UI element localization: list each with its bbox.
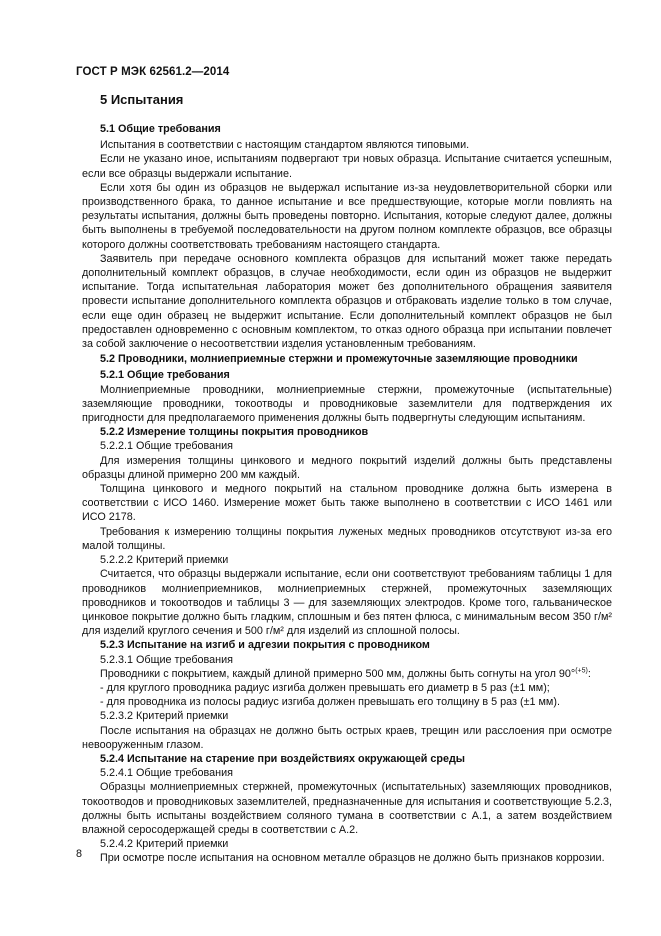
subheading-5-2-3-2: 5.2.3.2 Критерий приемки bbox=[100, 710, 229, 723]
subheading-5-2-3-1: 5.2.3.1 Общие требования bbox=[100, 653, 233, 666]
subheading-5-2-4-2: 5.2.4.2 Критерий приемки bbox=[100, 838, 229, 851]
paragraph: После испытания на образцах не должно быть острых краев, трещин или расслоения при осмотре невооруженным глазом. bbox=[82, 724, 612, 751]
paragraph: Толщина цинкового и медного покрытий на стальном проводнике должна быть измерена в соответствии с ИСО 1460. Измерение может быть также выполнено в соответствии с ИСО 1461 или ИСО 2178. bbox=[82, 483, 612, 524]
paragraph: Считается, что образцы выдержали испытание, если они соответствуют требованиям таблицы 1 для проводников молниеприемников, молниеприемных стержней, промежуточных заземляющих проводников и токоотводов и таблицы 3 — для заземляющих электродов. Кроме того, гальваническое цинковое покрытие должно быть гладким, сплошным и без пятен флюса, с минимальным весом 350 г/м² для изделий круглого сечения и 500 г/м² для изделий из сплошной полосы. bbox=[82, 568, 612, 638]
heading-5-2-2: 5.2.2 Измерение толщины покрытия проводников bbox=[100, 426, 369, 439]
paragraph: Заявитель при передаче основного комплекта образцов для испытаний может также передать дополнительный комплект образцов, в случае необходимости, если один из образцов не выдержит испытание. Тогда испытательная лаборатория может без дополнительного обращения заявителя провести испытание дополнительного комплекта образцов и отбраковать изделие только в том случае, если еще один образец не выдержит испытание. Если дополнительный комплект образцов не был предоставлен одновременно с основным комплектом, то отказ одного образца при испытании повлечет за собой заключение о несоответствии изделия установленным требованиям. bbox=[82, 252, 612, 351]
subheading-5-2-4-1: 5.2.4.1 Общие требования bbox=[100, 767, 233, 780]
heading-5-1: 5.1 Общие требования bbox=[100, 123, 221, 135]
standard-header: ГОСТ Р МЭК 62561.2—2014 bbox=[76, 66, 230, 78]
paragraph: Требования к измерению толщины покрытия луженых медных проводников отсутствуют из-за его малой толщины. bbox=[82, 525, 612, 552]
paragraph: При осмотре после испытания на основном металле образцов не должно быть признаков коррозии. bbox=[100, 852, 605, 865]
colon: : bbox=[587, 667, 591, 680]
section-title: 5 Испытания bbox=[100, 92, 184, 107]
paragraph: Для измерения толщины цинкового и медного покрытий изделий должны быть представлены образцы длиной примерно 200 мм каждый. bbox=[82, 454, 612, 481]
list-item: - для круглого проводника радиус изгиба должен превышать его диаметр в 5 раз (±1 мм); bbox=[100, 681, 550, 694]
page-number: 8 bbox=[76, 848, 83, 860]
bend-text: Проводники с покрытием, каждый длиной примерно 500 мм, должны быть согнуты на угол 90° bbox=[100, 667, 576, 680]
paragraph: Испытания в соответствии с настоящим стандартом являются типовыми. bbox=[100, 139, 470, 152]
heading-5-2: 5.2 Проводники, молниеприемные стержни и промежуточные заземляющие проводники bbox=[100, 353, 578, 366]
page-content bbox=[82, 92, 612, 866]
subheading-5-2-2-1: 5.2.2.1 Общие требования bbox=[100, 440, 233, 453]
paragraph: Образцы молниеприемных стержней, промежуточных (испытательных) заземляющих проводников, токоотводов и проводниковых заземлителей, предназначенные для испытания и соответствующие 5.2.3, должны быть испытаны воздействием соляного тумана в соответствии с А.1, а затем воздействием влажной серосодержащей среды в соответствии с А.2. bbox=[82, 781, 612, 836]
paragraph: Если не указано иное, испытаниям подвергают три новых образца. Испытание считается успешным, если все образцы выдержали испытание. bbox=[82, 153, 612, 180]
angle-tolerance: (+5) bbox=[575, 667, 588, 675]
list-item: - для проводника из полосы радиус изгиба должен превышать его толщину в 5 раз (±1 мм). bbox=[100, 696, 560, 709]
heading-5-2-1: 5.2.1 Общие требования bbox=[100, 369, 230, 382]
paragraph-bend-angle bbox=[82, 667, 612, 681]
subheading-5-2-2-2: 5.2.2.2 Критерий приемки bbox=[100, 554, 229, 567]
heading-5-2-3: 5.2.3 Испытание на изгиб и адгезии покрытия с проводником bbox=[100, 639, 430, 652]
heading-5-2-4: 5.2.4 Испытание на старение при воздействиях окружающей среды bbox=[100, 752, 466, 765]
paragraph: Молниеприемные проводники, молниеприемные стержни, промежуточные (испытательные) заземляющие проводники, токоотводы и проводниковые заземлители для подтверждения их пригодности для предполагаемого применения должны быть подвергнуты следующим испытаниям. bbox=[82, 383, 612, 425]
paragraph: Если хотя бы один из образцов не выдержал испытание из-за неудовлетворительной сборки или производственного брака, то данное испытание и все предшествующие, которые могли повлиять на результаты испытания, должны быть проведены повторно. Испытания, которые следуют далее, должны быть выполнены в требуемой последовательности на другом полном комплекте образцов, все образцы которого должны соответствовать требованиям настоящего стандарта. bbox=[82, 181, 612, 251]
